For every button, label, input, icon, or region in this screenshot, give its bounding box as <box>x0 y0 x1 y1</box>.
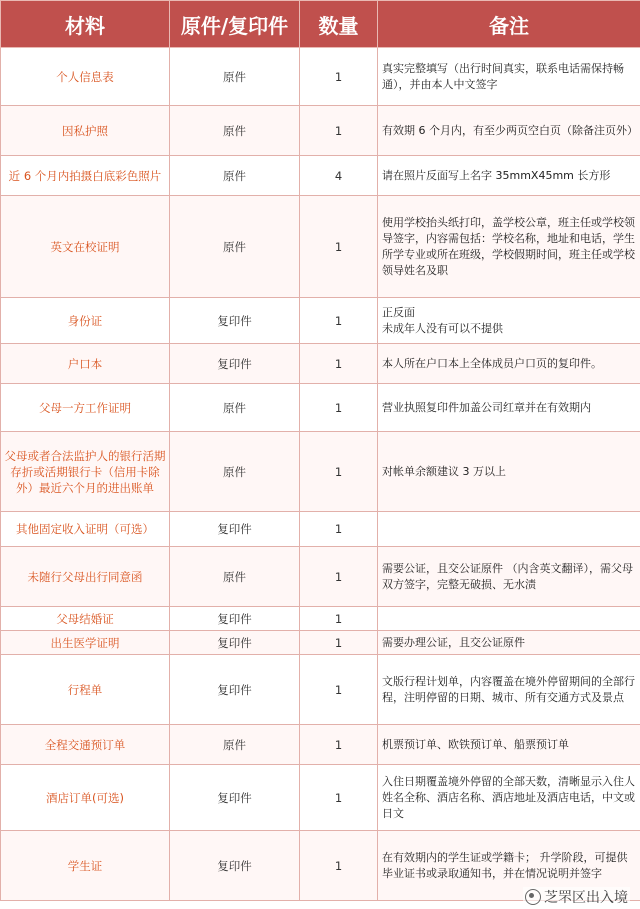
note-cell: 需要公证，且交公证原件 （内含英文翻译），需父母双方签字，完整无破损、无水渍 <box>378 547 640 607</box>
table-row <box>1 48 640 106</box>
material-cell: 出生医学证明 <box>1 631 170 655</box>
note-cell: 真实完整填写（出行时间真实，联系电话需保持畅通），并由本人中文签字 <box>378 48 640 106</box>
material-cell: 身份证 <box>1 298 170 344</box>
note-cell: 使用学校抬头纸打印，盖学校公章，班主任或学校领导签字，内容需包括：学校名称，地址和电话，学生所学专业或所在班级，学校假期时间，班主任或学校领导姓名及职 <box>378 196 640 298</box>
material-cell: 父母或者合法监护人的银行活期存折或活期银行卡（信用卡除外）最近六个月的进出账单 <box>1 432 170 512</box>
quantity-cell: 1 <box>300 725 378 765</box>
header-note: 备注 <box>378 1 640 48</box>
note-cell: 在有效期内的学生证或学籍卡； 升学阶段，可提供毕业证书或录取通知书，并在情况说明并签字 <box>378 831 640 901</box>
type-cell: 原件 <box>170 106 300 156</box>
quantity-cell: 1 <box>300 432 378 512</box>
material-cell: 未随行父母出行同意函 <box>1 547 170 607</box>
material-cell: 父母一方工作证明 <box>1 384 170 432</box>
material-cell: 个人信息表 <box>1 48 170 106</box>
material-cell: 父母结婚证 <box>1 607 170 631</box>
quantity-cell: 1 <box>300 547 378 607</box>
type-cell: 复印件 <box>170 655 300 725</box>
type-cell: 原件 <box>170 384 300 432</box>
table-row <box>1 156 640 196</box>
type-cell: 原件 <box>170 156 300 196</box>
note-cell: 入住日期覆盖境外停留的全部天数，清晰显示入住人姓名全称、酒店名称、酒店地址及酒店电话，中文或日文 <box>378 765 640 831</box>
quantity-cell: 1 <box>300 607 378 631</box>
type-cell: 复印件 <box>170 631 300 655</box>
quantity-cell: 1 <box>300 765 378 831</box>
table-row <box>1 432 640 512</box>
type-cell: 复印件 <box>170 512 300 547</box>
material-cell: 全程交通预订单 <box>1 725 170 765</box>
table-row <box>1 196 640 298</box>
material-cell: 行程单 <box>1 655 170 725</box>
quantity-cell: 1 <box>300 831 378 901</box>
type-cell: 原件 <box>170 48 300 106</box>
header-type: 原件/复印件 <box>170 1 300 48</box>
note-cell: 需要办理公证，且交公证原件 <box>378 631 640 655</box>
quantity-cell: 1 <box>300 106 378 156</box>
type-cell: 原件 <box>170 196 300 298</box>
note-cell: 对帐单余额建议 3 万以上 <box>378 432 640 512</box>
quantity-cell: 1 <box>300 384 378 432</box>
note-cell: 本人所在户口本上全体成员户口页的复印件。 <box>378 344 640 384</box>
table-row <box>1 607 640 631</box>
material-cell: 酒店订单(可选) <box>1 765 170 831</box>
material-cell: 因私护照 <box>1 106 170 156</box>
material-cell: 英文在校证明 <box>1 196 170 298</box>
note-cell <box>378 607 640 631</box>
type-cell: 复印件 <box>170 765 300 831</box>
quantity-cell: 4 <box>300 156 378 196</box>
note-cell: 正反面 未成年人没有可以不提供 <box>378 298 640 344</box>
material-cell: 学生证 <box>1 831 170 901</box>
note-cell: 文版行程计划单，内容覆盖在境外停留期间的全部行程，注明停留的日期、城市、所有交通方式及景点 <box>378 655 640 725</box>
note-cell <box>378 512 640 547</box>
table-row <box>1 344 640 384</box>
type-cell: 原件 <box>170 432 300 512</box>
type-cell: 原件 <box>170 547 300 607</box>
type-cell: 原件 <box>170 725 300 765</box>
table-row <box>1 298 640 344</box>
table-row <box>1 631 640 655</box>
material-cell: 其他固定收入证明（可选） <box>1 512 170 547</box>
type-cell: 复印件 <box>170 831 300 901</box>
table-row <box>1 384 640 432</box>
material-cell: 近 6 个月内拍摄白底彩色照片 <box>1 156 170 196</box>
material-cell: 户口本 <box>1 344 170 384</box>
wechat-icon <box>525 889 541 905</box>
table-header-row <box>1 1 640 48</box>
table-row <box>1 765 640 831</box>
header-quantity: 数量 <box>300 1 378 48</box>
table-row <box>1 106 640 156</box>
type-cell: 复印件 <box>170 298 300 344</box>
table-row <box>1 725 640 765</box>
header-material: 材料 <box>1 1 170 48</box>
watermark-text: 芝罘区出入境 <box>544 890 628 906</box>
note-cell: 机票预订单、欧铁预订单、船票预订单 <box>378 725 640 765</box>
quantity-cell: 1 <box>300 655 378 725</box>
table-row <box>1 655 640 725</box>
note-cell: 请在照片反面写上名字 35mmX45mm 长方形 <box>378 156 640 196</box>
quantity-cell: 1 <box>300 48 378 106</box>
table-row <box>1 512 640 547</box>
quantity-cell: 1 <box>300 298 378 344</box>
watermark <box>523 887 630 907</box>
quantity-cell: 1 <box>300 344 378 384</box>
note-cell: 有效期 6 个月内，有至少两页空白页（除备注页外） <box>378 106 640 156</box>
quantity-cell: 1 <box>300 631 378 655</box>
type-cell: 复印件 <box>170 607 300 631</box>
quantity-cell: 1 <box>300 512 378 547</box>
note-cell: 营业执照复印件加盖公司红章并在有效期内 <box>378 384 640 432</box>
quantity-cell: 1 <box>300 196 378 298</box>
table-row <box>1 547 640 607</box>
type-cell: 复印件 <box>170 344 300 384</box>
